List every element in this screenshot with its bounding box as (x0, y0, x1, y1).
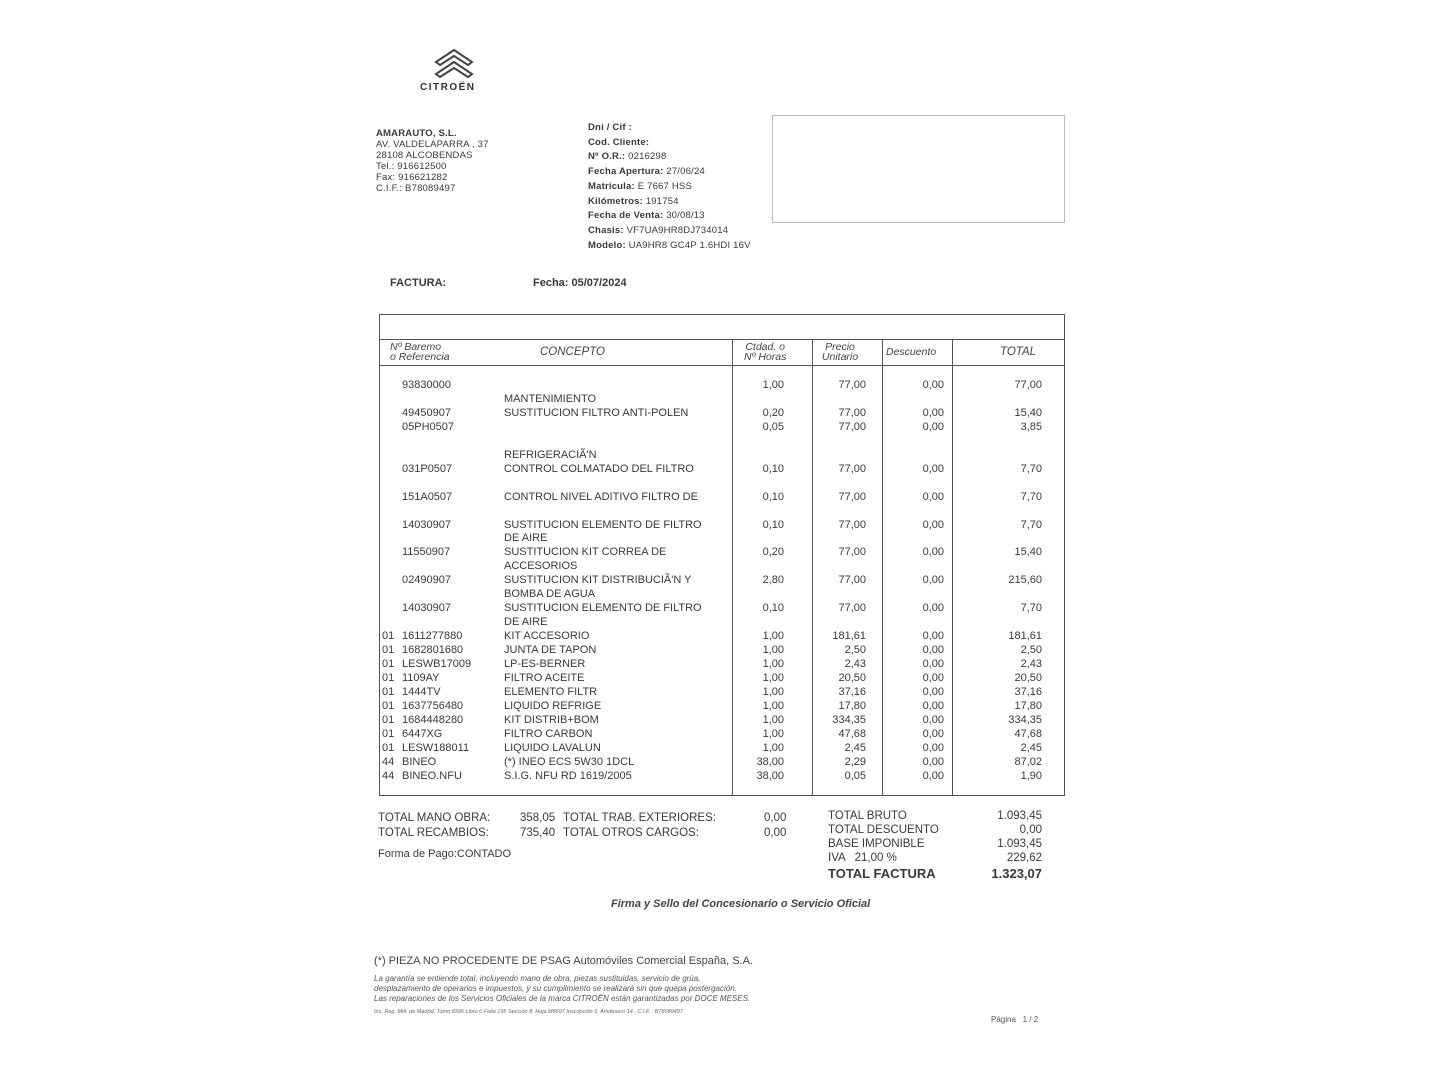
recambios-value: 735,40 (520, 827, 556, 839)
row-ref: 031P0507 (402, 462, 453, 475)
row-qty: 0,10 (762, 518, 784, 531)
row-concept: FILTRO ACEITE (504, 671, 585, 684)
matricula-value: E 7667 HSS (637, 180, 693, 192)
warranty-text: La garantía se entiende total, incluyendo mano de obra, piezas sustituidas, servicio de grúa, desplazamiento de operarios e impuestos, y su cumplimiento se realizará sin que quepa postergación. Las reparaciones de los Servicios Oficiales de la marca CITROËN están garantizadas por DOCE MESES. (374, 974, 751, 1003)
row-discount: 0,00 (922, 671, 944, 684)
row-qty: 1,00 (762, 699, 784, 712)
trab-ext-label: TOTAL TRAB. EXTERIORES: (563, 812, 716, 824)
row-discount: 0,00 (922, 420, 944, 433)
row-ref: BINEO.NFU (402, 769, 462, 782)
page-number: Página 1 / 2 (991, 1015, 1039, 1024)
header-total: TOTAL (1000, 346, 1036, 358)
row-concept: MANTENIMIENTO (504, 392, 597, 405)
cliente-label: Cod. Cliente: (588, 136, 650, 148)
row-total: 47,68 (1014, 727, 1042, 740)
apertura-label: Fecha Apertura: (588, 166, 664, 178)
modelo-label: Modelo: (588, 239, 626, 251)
row-total: 7,70 (1020, 602, 1042, 615)
row-concept: SUSTITUCION ELEMENTO DE FILTRO (504, 518, 702, 531)
row-prefix: 01 (382, 727, 395, 740)
chasis-value: VF7UA9HR8DJ734014 (626, 224, 729, 236)
row-ref: 93830000 (402, 379, 451, 391)
row-qty: 38,00 (756, 755, 784, 768)
iva-label: IVA 21,00 % (828, 852, 897, 864)
row-price: 77,00 (838, 462, 866, 475)
row-prefix: 01 (382, 741, 395, 754)
total-factura-label: TOTAL FACTURA (828, 866, 936, 881)
recambios-label: TOTAL RECAMBIOS: (378, 827, 489, 839)
row-total: 7,70 (1020, 518, 1042, 531)
row-discount: 0,00 (922, 406, 944, 419)
row-total: 37,16 (1014, 685, 1042, 698)
dealer-name: AMARAUTO, S.L. (376, 128, 457, 139)
row-concept: LP-ES-BERNER (504, 658, 586, 670)
dealer-address: AV. VALDELAPARRA , 37 (376, 139, 489, 150)
row-total: 2,45 (1020, 741, 1042, 754)
row-price: 2,43 (844, 658, 866, 670)
header-price: Precio Unitario (821, 341, 859, 363)
row-price: 77,00 (838, 602, 866, 615)
summary-left (378, 811, 787, 861)
iva-value: 229,62 (1006, 852, 1042, 864)
row-discount: 0,00 (922, 769, 944, 782)
row-prefix: 44 (382, 755, 395, 768)
chasis-label: Chasis: (588, 224, 624, 236)
km-value: 191754 (645, 195, 679, 207)
row-concept: SUSTITUCION FILTRO ANTI-POLEN (504, 406, 689, 419)
row-price: 77,00 (838, 574, 866, 587)
row-price: 77,00 (838, 379, 866, 391)
row-total: 17,80 (1014, 699, 1042, 712)
row-ref: 1637756480 (402, 699, 464, 712)
row-qty: 1,00 (762, 658, 784, 670)
header-qty: Ctdad. o Nº Horas (744, 341, 787, 363)
row-ref: 1444TV (402, 685, 441, 698)
row-price: 37,16 (838, 685, 866, 698)
row-total: 181,61 (1008, 630, 1042, 643)
row-concept: CONTROL COLMATADO DEL FILTRO (504, 462, 694, 475)
row-qty: 0,20 (762, 406, 784, 419)
row-qty: 2,80 (762, 574, 784, 587)
row-ref: 11550907 (402, 546, 451, 559)
or-label: Nº O.R.: (588, 151, 626, 163)
row-price: 2,50 (844, 644, 866, 657)
row-qty: 1,00 (762, 644, 784, 657)
row-qty: 1,00 (762, 741, 784, 754)
row-concept: S.I.G. NFU RD 1619/2005 (504, 769, 632, 782)
mano-obra-label: TOTAL MANO OBRA: (378, 812, 491, 824)
row-total: 77,00 (1014, 379, 1042, 391)
header-ref: Nº Baremo o Referencia (390, 341, 450, 363)
row-discount: 0,00 (922, 546, 944, 559)
row-ref: 1684448280 (402, 713, 464, 726)
row-total: 3,85 (1020, 420, 1042, 433)
row-price: 181,61 (832, 630, 866, 643)
row-concept: SUSTITUCION KIT DISTRIBUCIÃ'N Y (504, 574, 692, 587)
row-concept: KIT DISTRIB+BOM (504, 713, 599, 726)
row-prefix: 01 (382, 685, 395, 698)
row-prefix: 01 (382, 699, 395, 712)
row-qty: 1,00 (762, 671, 784, 684)
vehicle-info (588, 121, 751, 253)
row-prefix: 01 (382, 658, 395, 670)
row-ref: 14030907 (402, 518, 451, 531)
row-qty: 1,00 (762, 727, 784, 740)
row-price: 20,50 (838, 671, 866, 684)
row-price: 77,00 (838, 420, 866, 433)
row-discount: 0,00 (922, 462, 944, 475)
row-price: 334,35 (832, 713, 866, 726)
row-ref: LESWB17009 (402, 658, 472, 670)
row-ref: 49450907 (402, 406, 451, 419)
row-discount: 0,00 (922, 630, 944, 643)
row-qty: 1,00 (762, 713, 784, 726)
matricula-label: Matricula: (588, 180, 635, 192)
modelo-value: UA9HR8 GC4P 1.6HDI 16V (628, 239, 751, 251)
row-price: 77,00 (838, 406, 866, 419)
row-discount: 0,00 (922, 699, 944, 712)
row-discount: 0,00 (922, 685, 944, 698)
row-total: 87,02 (1014, 755, 1042, 768)
row-price: 0,05 (844, 769, 866, 782)
row-price: 77,00 (838, 518, 866, 531)
row-concept: DE AIRE (504, 616, 548, 629)
dealer-info (376, 128, 489, 194)
apertura-value: 27/06/24 (666, 166, 705, 178)
mano-obra-value: 358,05 (520, 812, 556, 824)
row-discount: 0,00 (922, 658, 944, 670)
row-discount: 0,00 (922, 741, 944, 754)
row-discount: 0,00 (922, 713, 944, 726)
row-qty: 0,20 (762, 546, 784, 559)
row-discount: 0,00 (922, 490, 944, 503)
row-discount: 0,00 (922, 518, 944, 531)
row-price: 47,68 (838, 727, 866, 740)
row-prefix: 01 (382, 644, 395, 657)
row-prefix: 01 (382, 713, 395, 726)
row-total: 2,43 (1020, 658, 1042, 670)
row-total: 15,40 (1014, 546, 1042, 559)
pago-value: CONTADO (456, 848, 512, 860)
row-ref: 1611277880 (402, 630, 463, 643)
citroen-logo (420, 44, 492, 96)
row-concept: LIQUIDO LAVALUN (504, 741, 601, 754)
row-discount: 0,00 (922, 644, 944, 657)
row-ref: 6447XG (402, 727, 443, 740)
row-ref: BINEO (402, 755, 437, 768)
row-price: 77,00 (838, 546, 866, 559)
row-price: 77,00 (838, 490, 866, 503)
pago-label: Forma de Pago: (378, 848, 457, 860)
row-concept: JUNTA DE TAPON (504, 644, 597, 657)
row-concept: REFRIGERACIÃ'N (504, 448, 597, 461)
dealer-city: 28108 ALCOBENDAS (376, 150, 473, 161)
row-prefix: 01 (382, 630, 395, 643)
row-price: 2,45 (844, 741, 866, 754)
descuento-label: TOTAL DESCUENTO (828, 824, 939, 836)
row-discount: 0,00 (922, 755, 944, 768)
row-qty: 0,10 (762, 602, 784, 615)
or-value: 0216298 (628, 151, 667, 163)
base-label: BASE IMPONIBLE (828, 838, 925, 850)
row-qty: 1,00 (762, 379, 784, 391)
pieza-note: (*) PIEZA NO PROCEDENTE DE PSAG Automóviles Comercial España, S.A. (374, 955, 754, 967)
row-concept: SUSTITUCION ELEMENTO DE FILTRO (504, 602, 702, 615)
row-concept: LIQUIDO REFRIGE (504, 699, 602, 712)
trab-ext-value: 0,00 (764, 812, 787, 824)
row-ref: 1109AY (402, 671, 440, 684)
row-ref: 151A0507 (402, 490, 453, 503)
row-qty: 0,10 (762, 490, 784, 503)
row-concept: FILTRO CARBON (504, 727, 593, 740)
invoice-table (379, 314, 1065, 796)
row-total: 215,60 (1008, 574, 1042, 587)
invoice-date: Fecha: 05/07/2024 (533, 277, 627, 289)
row-discount: 0,00 (922, 602, 944, 615)
bruto-value: 1.093,45 (997, 810, 1042, 822)
dealer-fax: Fax: 916621282 (376, 172, 448, 183)
dealer-cif: C.I.F.: B78089497 (376, 183, 456, 194)
row-concept: KIT ACCESORIO (504, 630, 590, 643)
row-qty: 38,00 (756, 769, 784, 782)
descuento-value: 0,00 (1019, 824, 1042, 836)
summary-right (828, 809, 1042, 885)
row-discount: 0,00 (922, 727, 944, 740)
row-ref: 05PH0507 (402, 420, 454, 433)
row-total: 7,70 (1020, 462, 1042, 475)
row-concept: ACCESORIOS (504, 560, 578, 573)
row-total: 334,35 (1008, 713, 1042, 726)
otros-value: 0,00 (764, 827, 787, 839)
row-concept: SUSTITUCION KIT CORREA DE (504, 546, 667, 559)
row-price: 2,29 (844, 755, 866, 768)
row-ref: 1682801680 (402, 644, 464, 657)
otros-label: TOTAL OTROS CARGOS: (563, 827, 699, 839)
registry-text: Ins. Reg. Mtil. de Madrid, Tomo 8396 Libro 0 Folio 195 Sección 8, Hoja M8697 Inscripción 6, Amdesero 14 , C.I.F. : B78089497 (374, 1009, 683, 1015)
row-total: 15,40 (1014, 406, 1042, 419)
row-qty: 0,10 (762, 462, 784, 475)
row-total: 2,50 (1020, 644, 1042, 657)
venta-label: Fecha de Venta: (588, 210, 664, 222)
header-concepto: CONCEPTO (540, 346, 605, 358)
invoice-label: FACTURA: (390, 277, 447, 289)
dni-label: Dni / Cif : (588, 122, 632, 133)
row-concept: ELEMENTO FILTR (504, 685, 598, 698)
client-address-box (772, 115, 1065, 223)
total-factura-value: 1.323,07 (991, 866, 1042, 881)
row-concept: (*) INEO ECS 5W30 1DCL (504, 755, 635, 768)
header-descuento: Descuento (886, 346, 937, 358)
venta-value: 30/08/13 (666, 210, 705, 222)
row-discount: 0,00 (922, 379, 944, 391)
row-discount: 0,00 (922, 574, 944, 587)
signature-caption: Firma y Sello del Concesionario o Servicio Oficial (611, 898, 871, 910)
row-ref: 02490907 (402, 574, 451, 587)
row-concept: BOMBA DE AGUA (504, 588, 596, 601)
row-total: 7,70 (1020, 490, 1042, 503)
row-total: 20,50 (1014, 671, 1042, 684)
row-qty: 1,00 (762, 630, 784, 643)
base-value: 1.093,45 (997, 838, 1042, 850)
row-qty: 0,05 (762, 420, 784, 433)
row-prefix: 01 (382, 671, 395, 684)
chevron-logo-icon (432, 44, 476, 82)
row-qty: 1,00 (762, 685, 784, 698)
brand-name: CITROËN (420, 82, 476, 93)
bruto-label: TOTAL BRUTO (828, 810, 907, 822)
row-prefix: 44 (382, 769, 395, 782)
row-concept: DE AIRE (504, 532, 548, 545)
row-total: 1,90 (1020, 769, 1042, 782)
km-label: Kilómetros: (588, 195, 643, 207)
row-concept: CONTROL NIVEL ADITIVO FILTRO DE (504, 490, 698, 503)
dealer-tel: Tel.: 916612500 (376, 161, 447, 172)
row-ref: 14030907 (402, 602, 451, 615)
row-price: 17,80 (838, 699, 866, 712)
row-ref: LESW188011 (402, 741, 470, 754)
